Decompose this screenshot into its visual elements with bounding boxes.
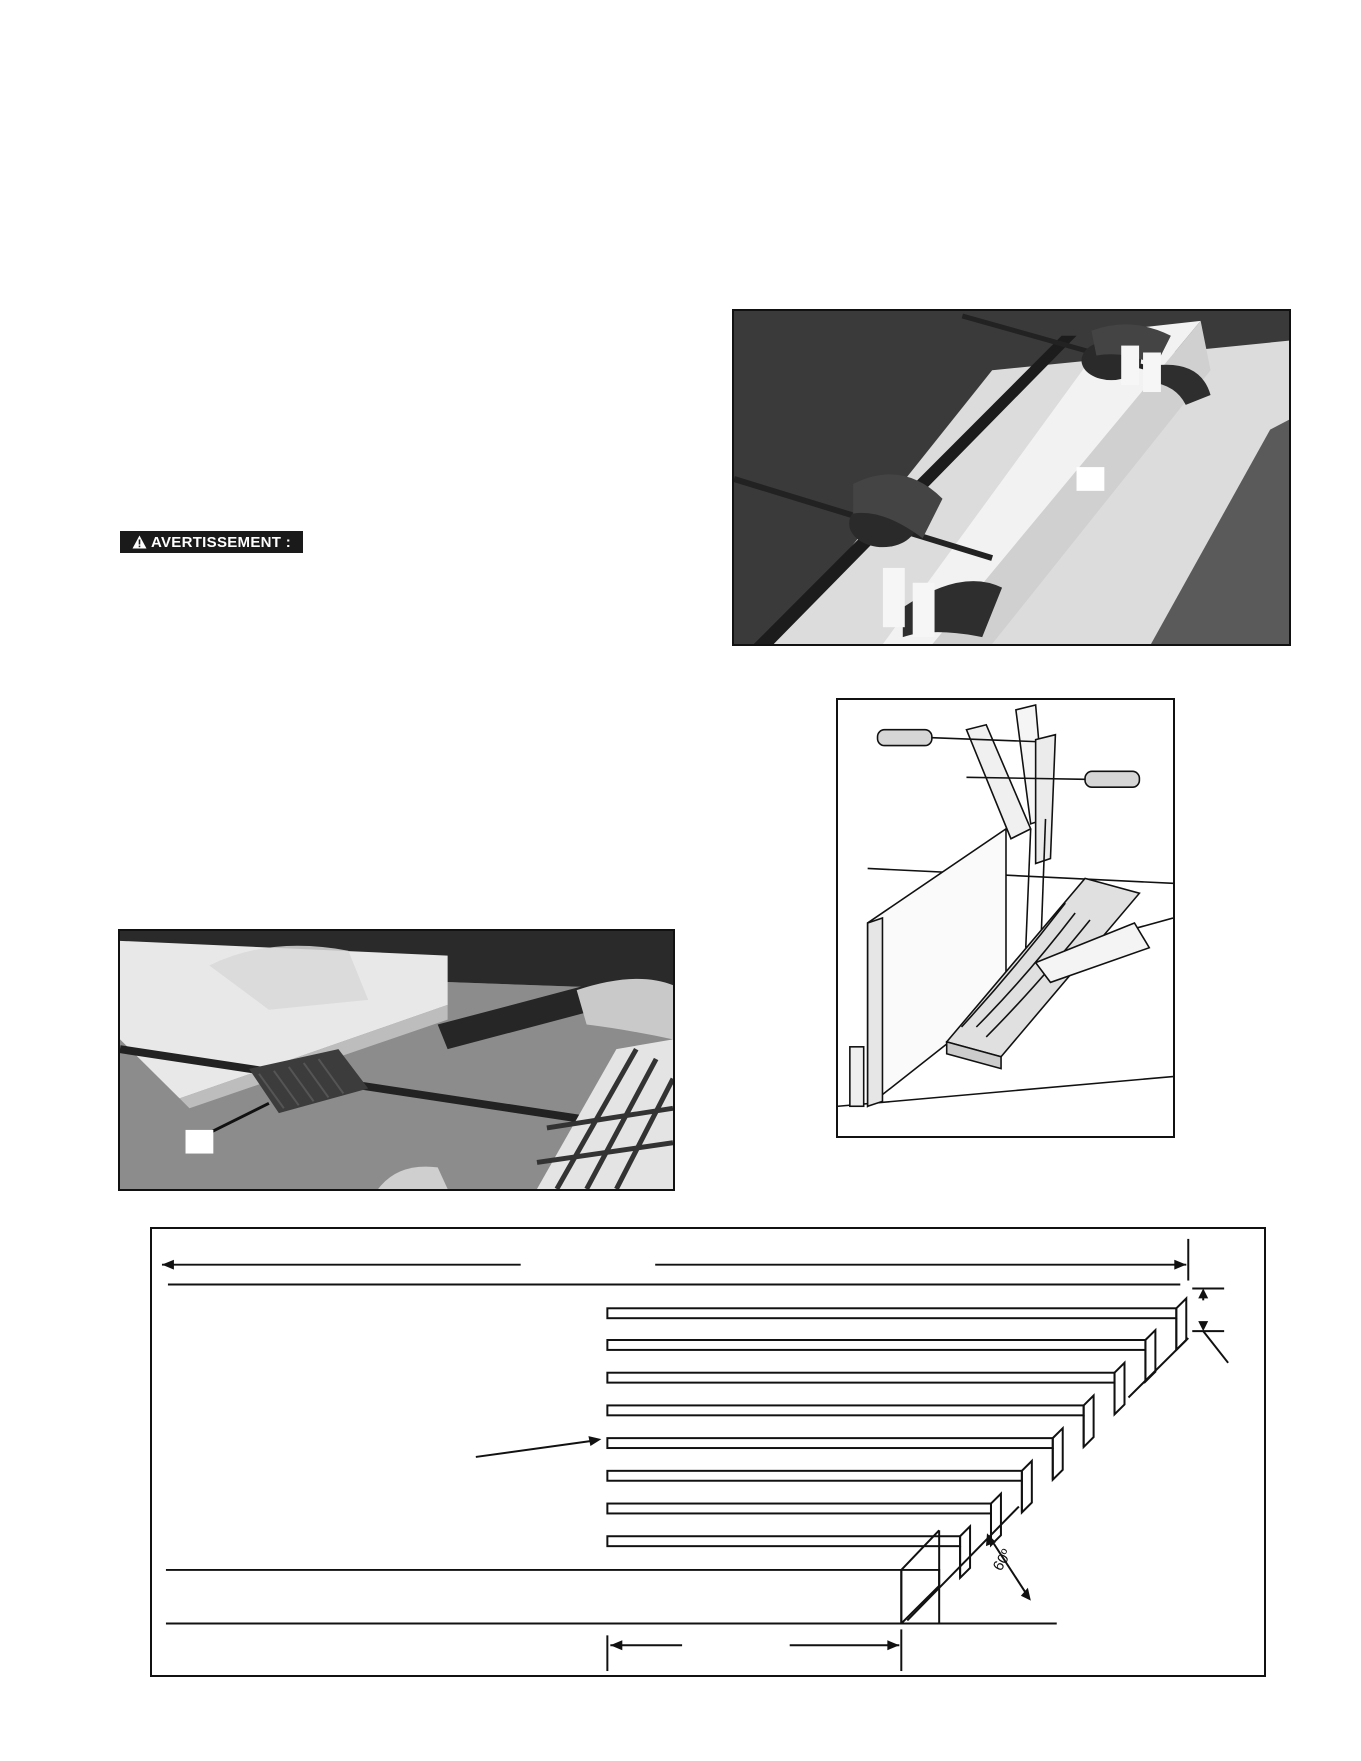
- warning-badge: [120, 531, 303, 553]
- clamps-fence-photo: [732, 309, 1291, 646]
- warning-triangle-icon: [132, 535, 147, 549]
- featherboard-fingers: [607, 1298, 1186, 1577]
- aux-fence-drawing: [836, 698, 1175, 1138]
- featherboard-photo: [118, 929, 675, 1191]
- kerf-layout-diagram: [150, 1227, 1266, 1677]
- angle-label: 60º: [990, 1546, 1016, 1574]
- warning-label: AVERTISSEMENT :: [150, 533, 292, 551]
